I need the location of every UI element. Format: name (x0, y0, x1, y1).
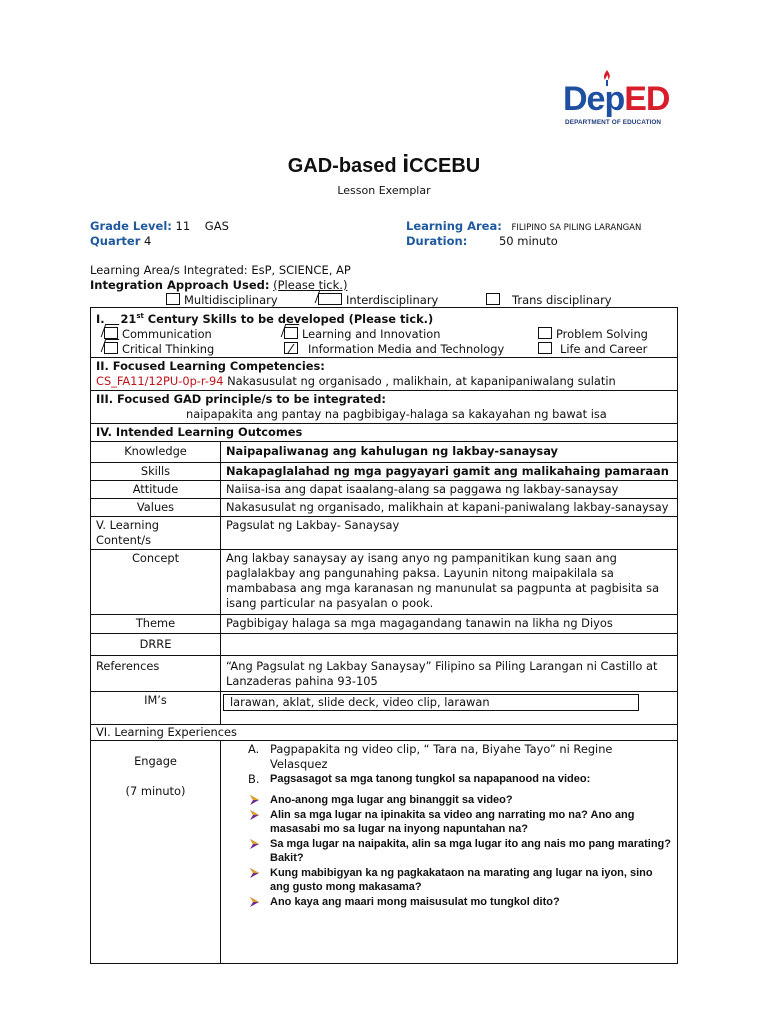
arrow-bullet-icon (250, 795, 259, 805)
skills-options (96, 327, 672, 357)
quarter: Quarter 4 (90, 234, 152, 248)
competencies-row (91, 357, 678, 390)
competency-code: CS_FA11/12PU-0p-r-94 (96, 373, 224, 388)
engage-time: (7 minuto) (125, 783, 186, 798)
grade-level: Grade Level: 11 GAS (90, 219, 229, 233)
list-item: Alin sa mga lugar na ipinakita sa video ang narrating mo na? Ano ang masasabi mo sa lugar na inyong napuntahan na? (226, 808, 672, 836)
checkbox-checked-icon (104, 342, 118, 354)
arrow-bullet-icon (250, 897, 259, 907)
outcome-label: Knowledge (91, 441, 221, 462)
learning-areas-integrated: Learning Area/s Integrated: EsP, SCIENCE, AP (90, 263, 351, 277)
list-item: B. Pagsasagot sa mga tanong tungkol sa napapanood na video: (248, 771, 591, 786)
references-row (91, 655, 678, 691)
content-value: Pagsulat ng Lakbay- Sanaysay (221, 516, 678, 549)
logo-subtext: DEPARTMENT OF EDUCATION (565, 119, 662, 126)
lesson-table (90, 307, 678, 964)
checkbox-icon (166, 293, 180, 305)
gad-row (91, 390, 678, 423)
drre-value (221, 633, 678, 655)
duration: Duration: 50 minuto (406, 234, 558, 248)
checkbox-slash-icon (284, 342, 298, 354)
outcome-row (91, 462, 678, 480)
outcome-row (91, 498, 678, 516)
gad-text: naipapakita ang pantay na pagbibigay-halaga sa kakayahan ng bawat isa (186, 406, 607, 421)
drre-label: DRRE (91, 633, 221, 655)
outcome-value: Naipapaliwanag ang kahulugan ng lakbay-sanaysay (221, 441, 678, 462)
concept-row (91, 549, 678, 614)
references-value: “Ang Pagsulat ng Lakbay Sanaysay” Filipino sa Piling Larangan ni Castillo at Lanzaderas pahina 93-105 (221, 655, 678, 691)
checkbox-checked-icon (284, 327, 298, 339)
outcomes-heading: IV. Intended Learning Outcomes (91, 423, 678, 441)
question-list (226, 793, 672, 909)
list-item: Ano-anong mga lugar ang binanggit sa video? (226, 793, 672, 807)
concept-value: Ang lakbay sanaysay ay isang anyo ng pampanitikan kung saan ang paglalakbay ang pangunahing paksa. Layunin nitong maipakilala sa mambabasa ang mga karanasan ng manunulat sa pagpunta at pagbisita sa isang particular na pasyalan o pook. (221, 549, 678, 614)
skills-heading: I. 21st Century Skills to be developed (Please tick.) (96, 311, 434, 326)
learning-area: Learning Area: FILIPINO SA PILING LARANGAN (406, 219, 642, 233)
engage-steps (226, 742, 672, 787)
arrow-bullet-icon (250, 868, 259, 878)
experiences-heading: VI. Learning Experiences (91, 724, 678, 740)
outcome-value: Nakapaglalahad ng mga pagyayari gamit ang malikahaing pamaraan (221, 462, 678, 480)
arrow-bullet-icon (250, 839, 259, 849)
content-row (91, 516, 678, 549)
checkbox-icon (486, 293, 500, 305)
skill-info-media-tech[interactable]: Information Media and Technology (284, 342, 504, 357)
references-label: References (91, 655, 221, 691)
outcome-label: Skills (91, 462, 221, 480)
checkbox-icon (538, 327, 552, 339)
outcomes-heading-row (91, 423, 678, 441)
engage-cell (91, 740, 221, 963)
option-multidisciplinary[interactable]: Multidisciplinary (166, 293, 278, 307)
engage-label: Engage (134, 753, 177, 768)
list-item: Ano kaya ang maari mong maisusulat mo tungkol dito? (226, 895, 672, 909)
theme-label: Theme (91, 614, 221, 633)
option-transdisciplinary[interactable]: Trans disciplinary (486, 293, 612, 307)
outcome-value: Naiisa-isa ang dapat isaalang-alang sa paggawa ng lakbay-sanaysay (221, 480, 678, 498)
list-item: Sa mga lugar na naipakita, alin sa mga lugar ito ang nais mo pang marating? Bakit? (226, 837, 672, 865)
skills-row (91, 308, 678, 358)
document-title: GAD-based iCCEBU (287, 150, 481, 178)
skill-problem-solving[interactable]: Problem Solving (538, 327, 648, 342)
competency-text: CS_FA11/12PU-0p-r-94 Nakasusulat ng organisado , malikhain, at kapanipaniwalang sulatin (96, 373, 616, 388)
skill-critical-thinking[interactable]: Critical Thinking (104, 342, 214, 357)
arrow-bullet-icon (250, 810, 259, 820)
list-item: Kung mabibigyan ka ng pagkakataon na marating ang lugar na iyon, sino ang gusto mong makasama? (226, 866, 672, 894)
list-item: A. Pagpapakita ng video clip, “ Tara na, Biyahe Tayo” ni Regine Velasquez (248, 741, 613, 771)
checkbox-icon (538, 342, 552, 354)
gad-heading: III. Focused GAD principle/s to be integrated: (96, 391, 386, 406)
skill-life-career[interactable]: Life and Career (538, 342, 647, 357)
content-label: V. Learning Content/s (91, 516, 221, 549)
engage-content (221, 740, 678, 963)
option-interdisciplinary[interactable]: Interdisciplinary (318, 293, 438, 307)
experiences-heading-row (91, 724, 678, 740)
skill-communication[interactable]: Communication (104, 327, 212, 342)
outcome-row (91, 480, 678, 498)
ims-label: IM’s (91, 691, 221, 724)
ims-value: larawan, aklat, slide deck, video clip, larawan (223, 694, 639, 711)
engage-row (91, 740, 678, 963)
drre-row (91, 633, 678, 655)
integration-approach: Integration Approach Used: (Please tick.) (90, 278, 348, 292)
document-subtitle: Lesson Exemplar (337, 184, 431, 197)
outcome-label: Values (91, 498, 221, 516)
logo-wordmark: DepED (563, 80, 670, 118)
checkbox-checked-icon (104, 327, 118, 339)
deped-logo (563, 70, 688, 132)
theme-value: Pagbibigay halaga sa mga magagandang tanawin na likha ng Diyos (221, 614, 678, 633)
theme-row (91, 614, 678, 633)
outcome-value: Nakasusulat ng organisado, malikhain at kapani-paniwalang lakbay-sanaysay (221, 498, 678, 516)
skill-learning-innovation[interactable]: Learning and Innovation (284, 327, 440, 342)
outcome-label: Attitude (91, 480, 221, 498)
checkbox-checked-icon (318, 293, 342, 305)
outcome-row (91, 441, 678, 462)
competencies-heading: II. Focused Learning Competencies: (96, 358, 325, 373)
ims-row (91, 691, 678, 724)
concept-label: Concept (91, 549, 221, 614)
